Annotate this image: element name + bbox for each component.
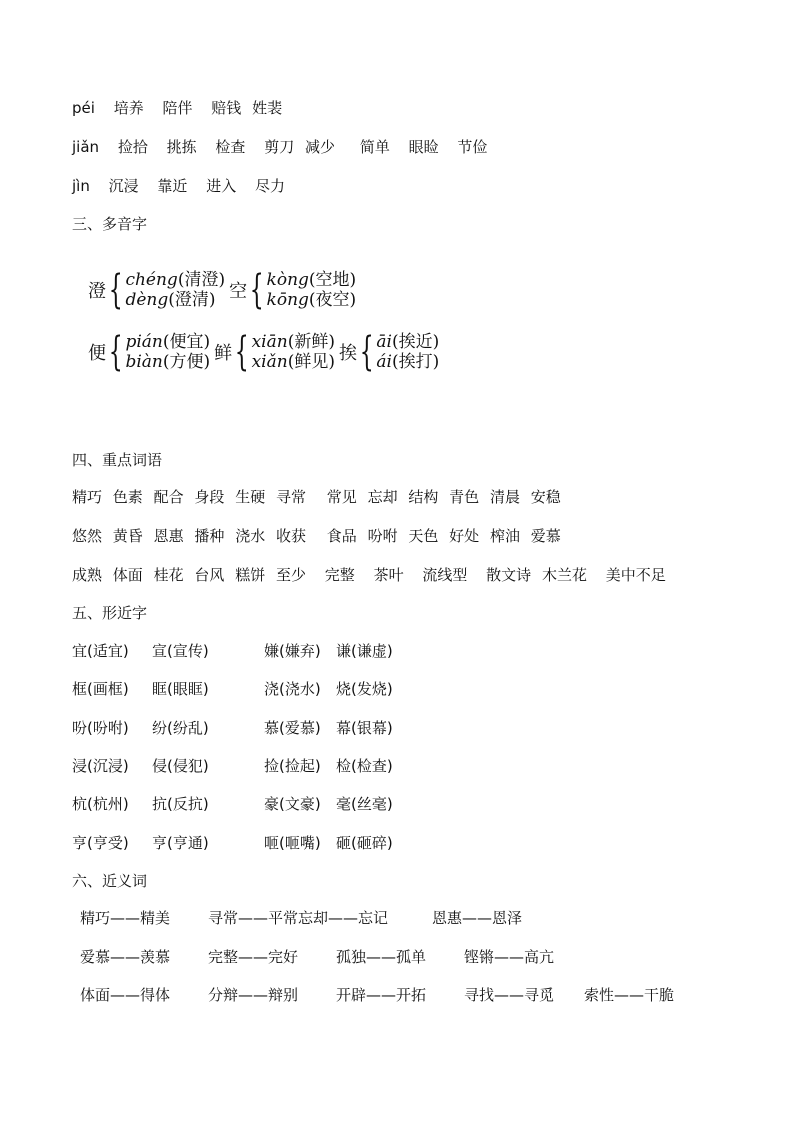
polyphone-pinyin: pián — [125, 332, 163, 352]
polyphone-pinyin: dèng — [125, 290, 169, 310]
brace-icon: { — [359, 329, 374, 375]
key-word: 成熟 — [72, 566, 103, 584]
word: 剪刀 — [264, 138, 295, 156]
word: 简单 — [359, 138, 390, 156]
jian-row — [72, 137, 501, 157]
polyphone-pinyin: ái — [376, 352, 392, 372]
key-word: 桂花 — [153, 566, 184, 584]
similar-char: 亨(亨通) — [152, 834, 209, 852]
polyphone-row-2 — [88, 329, 443, 375]
similar-char: 幕(银幕) — [336, 719, 393, 737]
polyphone-char: 挨 — [338, 343, 357, 364]
key-word: 木兰花 — [541, 566, 587, 584]
key-word: 黄昏 — [112, 527, 143, 545]
word: 姓裴 — [252, 99, 283, 117]
similar-char: 烧(发烧) — [336, 680, 393, 698]
polyphone-word: (澄清) — [168, 290, 216, 310]
similar-char: 眶(眼眶) — [152, 680, 209, 698]
similar-char: 砸(砸碎) — [336, 834, 393, 852]
similar-char: 纷(纷乱) — [152, 719, 209, 737]
synonym-pair: 寻找——寻觅 — [464, 986, 555, 1004]
polyphone-word: (新鲜) — [287, 332, 335, 352]
word: 挑拣 — [166, 138, 197, 156]
jin-row — [72, 176, 299, 196]
key-word: 吩咐 — [367, 527, 398, 545]
similar-char: 检(检查) — [336, 757, 393, 775]
polyphone-pinyin: xiǎn — [251, 352, 288, 372]
polyphone-pinyin: kòng — [266, 270, 309, 290]
polyphone-char: 鲜 — [214, 343, 233, 364]
similar-char: 浇(浇水) — [264, 680, 321, 698]
section-5-title: 五、形近字 — [72, 604, 148, 622]
section-4-title: 四、重点词语 — [72, 451, 163, 469]
pinyin-pei: péi — [72, 99, 95, 117]
word: 减少 — [305, 138, 336, 156]
key-word: 恩惠 — [153, 527, 184, 545]
brace-icon: { — [249, 267, 264, 313]
similar-char: 捡(捡起) — [264, 757, 321, 775]
key-word: 收获 — [275, 527, 306, 545]
key-word: 茶叶 — [373, 566, 404, 584]
key-word: 好处 — [449, 527, 480, 545]
section-6-title: 六、近义词 — [72, 872, 148, 890]
key-word: 配合 — [153, 488, 184, 506]
synonym-pair: 孤独——孤单 — [336, 948, 427, 966]
synonym-pair: 索性——干脆 — [584, 986, 675, 1004]
synonym-pair: 爱慕——羡慕 — [80, 948, 171, 966]
similar-char: 豪(文豪) — [264, 795, 321, 813]
key-word: 安稳 — [530, 488, 561, 506]
polyphone-word: (鲜见) — [287, 352, 335, 372]
pinyin-jin: jìn — [72, 177, 90, 195]
key-word: 浇水 — [235, 527, 266, 545]
key-word: 糕饼 — [235, 566, 266, 584]
key-word: 悠然 — [72, 527, 103, 545]
similar-char: 杭(杭州) — [72, 795, 129, 813]
word: 沉浸 — [108, 177, 139, 195]
key-word: 色素 — [112, 488, 143, 506]
polyphone-pinyin: chéng — [125, 270, 178, 290]
similar-char: 谦(谦虚) — [336, 642, 393, 660]
key-word: 爱慕 — [530, 527, 561, 545]
key-word: 忘却 — [367, 488, 398, 506]
synonym-pair: 铿锵——高亢 — [464, 948, 555, 966]
polyphone-word: (方便) — [162, 352, 211, 372]
similar-char: 宣(宣传) — [152, 642, 209, 660]
key-word: 天色 — [408, 527, 439, 545]
similar-char: 吩(吩咐) — [72, 719, 129, 737]
key-word: 生硬 — [235, 488, 266, 506]
synonym-pair: 恩惠——恩泽 — [432, 909, 523, 927]
word: 节俭 — [457, 138, 488, 156]
polyphone-char: 澄 — [88, 281, 106, 302]
key-word: 美中不足 — [605, 566, 666, 584]
key-word: 体面 — [112, 566, 143, 584]
synonym-pair: 寻常——平常忘却——忘记 — [208, 909, 389, 927]
polyphone-word: (挨近) — [391, 332, 440, 352]
word: 检查 — [215, 138, 246, 156]
similar-char: 宜(适宜) — [72, 642, 129, 660]
word: 眼睑 — [408, 138, 439, 156]
word: 培养 — [113, 99, 144, 117]
key-word: 青色 — [449, 488, 480, 506]
key-word: 食品 — [326, 527, 357, 545]
polyphone-word: (清澄) — [177, 270, 226, 290]
similar-char: 慕(爱慕) — [264, 719, 321, 737]
polyphone-word: (夜空) — [308, 290, 357, 310]
similar-char: 抗(反抗) — [152, 795, 209, 813]
synonym-pair: 体面——得体 — [80, 986, 171, 1004]
key-word: 寻常 — [275, 488, 306, 506]
polyphone-word: (挨打) — [391, 352, 440, 372]
similar-char: 浸(沉浸) — [72, 757, 129, 775]
polyphone-pinyin: kōng — [266, 290, 309, 310]
word: 陪伴 — [162, 99, 193, 117]
synonym-pair: 完整——完好 — [208, 948, 299, 966]
key-word: 散文诗 — [486, 566, 532, 584]
polyphone-pinyin: āi — [376, 332, 392, 352]
brace-icon: { — [108, 329, 123, 375]
similar-char: 亨(亨受) — [72, 834, 129, 852]
key-word: 播种 — [194, 527, 225, 545]
brace-icon: { — [108, 267, 123, 313]
key-word: 身段 — [194, 488, 225, 506]
key-words-row-3 — [72, 565, 666, 585]
similar-char: 框(画框) — [72, 680, 129, 698]
polyphone-word: (空地) — [308, 270, 357, 290]
key-word: 结构 — [408, 488, 439, 506]
key-word: 常见 — [326, 488, 357, 506]
section-3-title: 三、多音字 — [72, 215, 148, 233]
key-word: 流线型 — [422, 566, 468, 584]
word: 赔钱 — [211, 99, 242, 117]
word: 靠近 — [157, 177, 188, 195]
key-word: 至少 — [275, 566, 306, 584]
polyphone-pinyin: biàn — [125, 352, 163, 372]
key-words-row-1 — [72, 487, 567, 507]
key-word: 完整 — [324, 566, 355, 584]
key-word: 台风 — [194, 566, 225, 584]
key-words-row-2 — [72, 526, 567, 546]
brace-icon: { — [234, 329, 249, 375]
synonym-pair: 分辩——辩别 — [208, 986, 299, 1004]
similar-char: 毫(丝毫) — [336, 795, 393, 813]
polyphone-row-1 — [88, 267, 360, 313]
word: 进入 — [206, 177, 237, 195]
word: 尽力 — [255, 177, 286, 195]
similar-char: 嫌(嫌弃) — [264, 642, 321, 660]
similar-char: 咂(咂嘴) — [264, 834, 321, 852]
key-word: 精巧 — [72, 488, 103, 506]
synonym-pair: 开辟——开拓 — [336, 986, 427, 1004]
pei-row — [72, 98, 296, 118]
polyphone-word: (便宜) — [162, 332, 211, 352]
polyphone-char: 空 — [229, 281, 248, 302]
polyphone-char: 便 — [88, 343, 106, 364]
key-word: 榨油 — [489, 527, 520, 545]
polyphone-pinyin: xiān — [251, 332, 288, 352]
similar-char: 侵(侵犯) — [152, 757, 209, 775]
synonym-pair: 精巧——精美 — [80, 909, 171, 927]
word: 捡拾 — [117, 138, 148, 156]
pinyin-jian: jiǎn — [72, 138, 100, 156]
key-word: 清晨 — [489, 488, 520, 506]
